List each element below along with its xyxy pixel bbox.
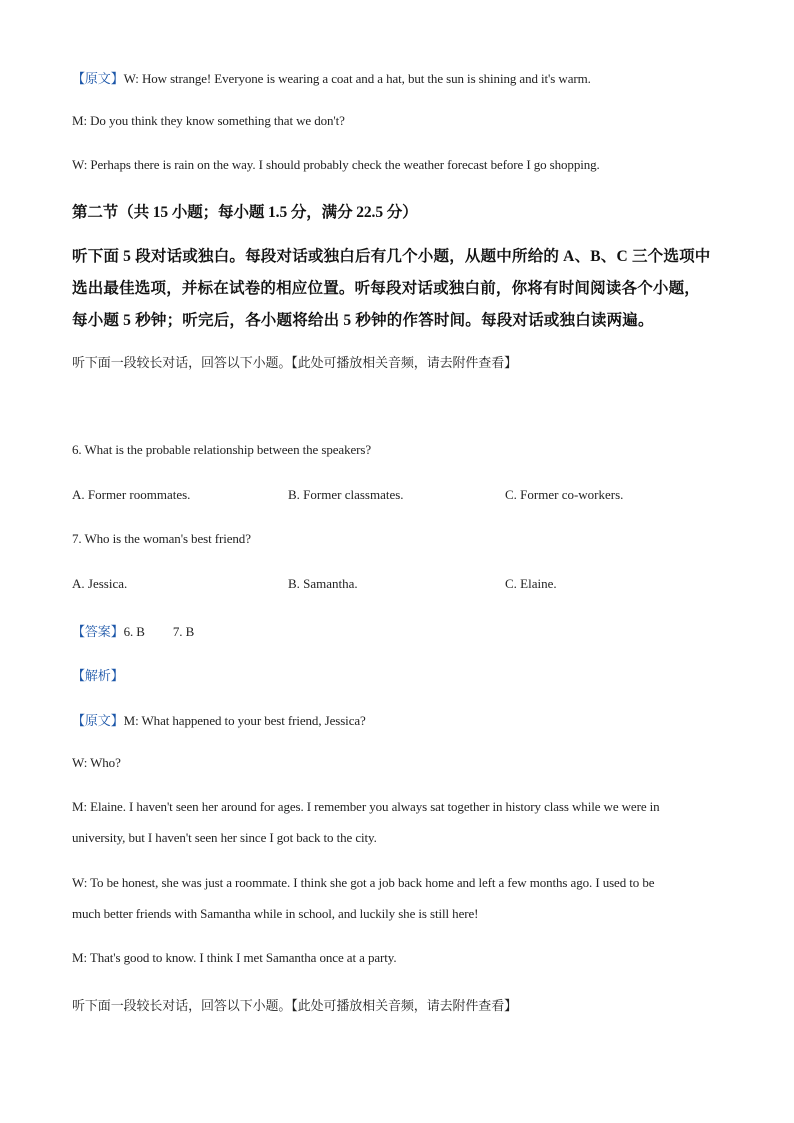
- transcript-1-line-w2: W: Perhaps there is rain on the way. I should probably check the weather forecast before I go shopping.: [72, 157, 600, 172]
- question-6-option-b: B. Former classmates.: [288, 487, 404, 502]
- transcript-tag: 【原文】: [72, 713, 124, 728]
- transcript-2-line-w2a: W: To be honest, she was just a roommate. I think she got a job back home and left a few months ago. I used to be: [72, 875, 655, 890]
- audio-note: 听下面一段较长对话，回答以下小题。【此处可播放相关音频，请去附件查看】: [72, 355, 518, 370]
- audio-note-2: 听下面一段较长对话，回答以下小题。【此处可播放相关音频，请去附件查看】: [72, 998, 518, 1013]
- answer-tag: 【答案】: [72, 624, 124, 639]
- transcript-2-line-m2b: university, but I haven't seen her since I got back to the city.: [72, 830, 377, 845]
- transcript-1-line-w1: [72, 68, 591, 87]
- transcript-text: W: How strange! Everyone is wearing a coat and a hat, but the sun is shining and it's warm.: [123, 71, 591, 86]
- question-6-stem: 6. What is the probable relationship between the speakers?: [72, 442, 371, 457]
- transcript-1-line-m1: M: Do you think they know something that we don't?: [72, 113, 345, 128]
- answer-line: [72, 621, 194, 640]
- transcript-text: M: What happened to your best friend, Jessica?: [123, 713, 366, 728]
- transcript-2-line-m3: M: That's good to know. I think I met Samantha once at a party.: [72, 950, 397, 965]
- section-title: 第二节（共 15 小题；每小题 1.5 分，满分 22.5 分）: [72, 204, 418, 221]
- transcript-2-line-m1: [72, 710, 366, 729]
- analysis-line: [72, 665, 124, 684]
- transcript-2-line-m2a: M: Elaine. I haven't seen her around for ages. I remember you always sat together in history class while we were in: [72, 799, 660, 814]
- question-6-option-c: C. Former co-workers.: [505, 487, 624, 502]
- transcript-2-line-w2b: much better friends with Samantha while in school, and luckily she is still here!: [72, 906, 479, 921]
- section-instruction-line-3: 每小题 5 秒钟；听完后，各小题将给出 5 秒钟的作答时间。每段对话或独白读两遍。: [72, 312, 654, 329]
- answer-7: 7. B: [172, 624, 195, 639]
- section-instruction-line-1: 听下面 5 段对话或独白。每段对话或独白后有几个小题，从题中所给的 A、B、C 三个选项中: [72, 248, 711, 265]
- question-7-stem: 7. Who is the woman's best friend?: [72, 531, 251, 546]
- transcript-tag: 【原文】: [72, 71, 124, 86]
- question-7-option-b: B. Samantha.: [288, 576, 358, 591]
- analysis-tag: 【解析】: [72, 668, 124, 683]
- answer-6: 6. B: [123, 624, 145, 639]
- question-7-option-a: A. Jessica.: [72, 576, 128, 591]
- section-instruction-line-2: 选出最佳选项，并标在试卷的相应位置。听每段对话或独白前，你将有时间阅读各个小题，: [72, 280, 701, 297]
- transcript-2-line-w1: W: Who?: [72, 755, 121, 770]
- question-7-option-c: C. Elaine.: [505, 576, 557, 591]
- question-6-option-a: A. Former roommates.: [72, 487, 191, 502]
